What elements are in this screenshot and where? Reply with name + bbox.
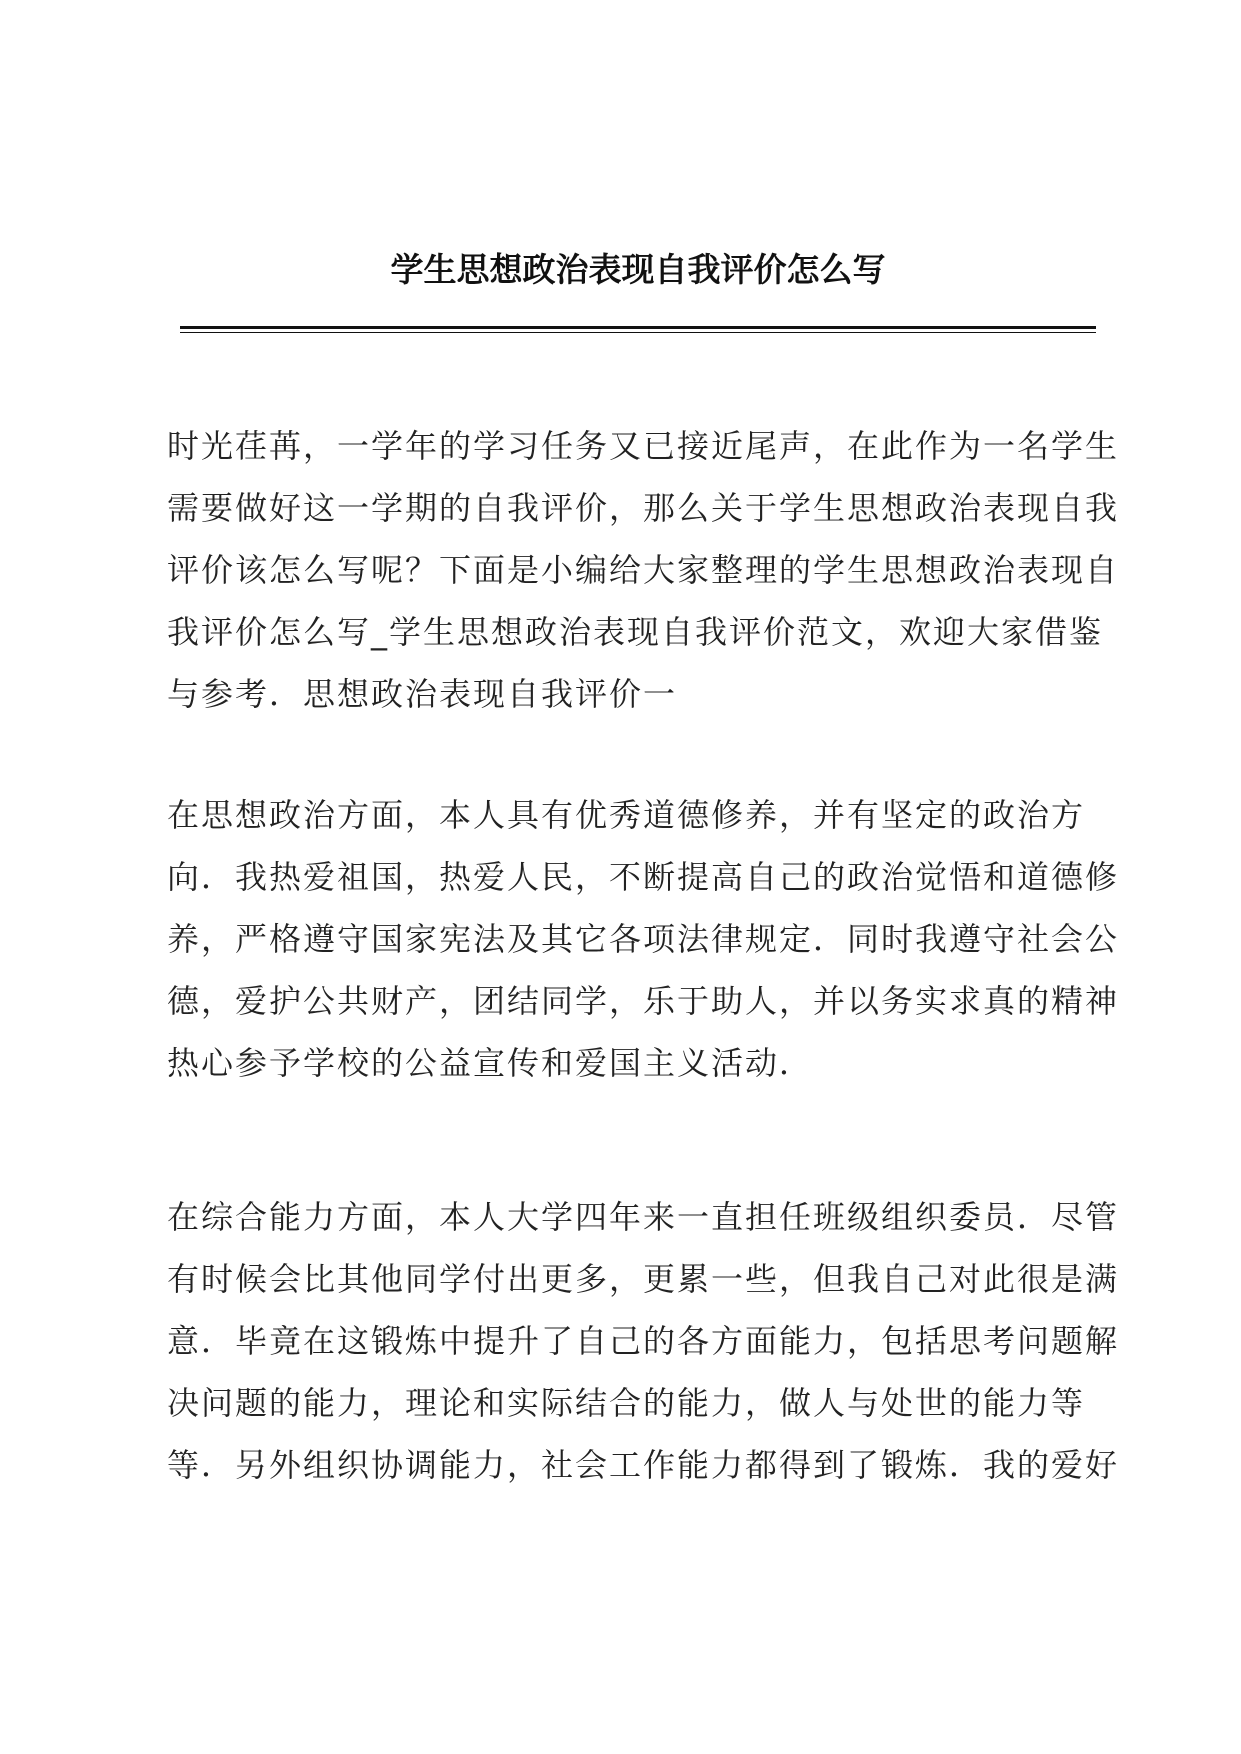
text-line: 我评价怎么写_学生思想政治表现自我评价范文，欢迎大家借鉴: [167, 613, 1104, 651]
text-line: 需要做好这一学期的自我评价，那么关于学生思想政治表现自我: [167, 489, 1120, 527]
paragraph-political-thought: [167, 784, 1120, 1094]
text-line: 向．我热爱祖国，热爱人民，不断提高自己的政治觉悟和道德修: [167, 858, 1120, 896]
text-line: 热心参予学校的公益宣传和爱国主义活动．: [167, 1044, 814, 1082]
text-line: 在综合能力方面，本人大学四年来一直担任班级组织委员．尽管: [167, 1198, 1120, 1236]
text-line: 与参考．思想政治表现自我评价一: [167, 675, 678, 713]
text-line: 评价该怎么写呢？下面是小编给大家整理的学生思想政治表现自: [167, 551, 1120, 589]
text-line: 决问题的能力，理论和实际结合的能力，做人与处世的能力等: [167, 1384, 1086, 1422]
text-line: 等．另外组织协调能力，社会工作能力都得到了锻炼．我的爱好: [167, 1446, 1120, 1484]
text-line: 有时候会比其他同学付出更多，更累一些，但我自己对此很是满: [167, 1260, 1120, 1298]
text-line: 养，严格遵守国家宪法及其它各项法律规定．同时我遵守社会公: [167, 920, 1120, 958]
document-title: 学生思想政治表现自我评价怎么写: [390, 250, 886, 289]
text-line: 德，爱护公共财产，团结同学，乐于助人，并以务实求真的精神: [167, 982, 1120, 1020]
text-line: 在思想政治方面，本人具有优秀道德修养，并有坚定的政治方: [167, 796, 1086, 834]
paragraph-intro: [167, 415, 1120, 725]
text-line: 时光荏苒，一学年的学习任务又已接近尾声，在此作为一名学生: [167, 427, 1120, 465]
paragraph-comprehensive-ability: [167, 1186, 1120, 1496]
title-rule-thick: [180, 326, 1096, 329]
title-rule-thin: [180, 332, 1096, 333]
text-line: 意．毕竟在这锻炼中提升了自己的各方面能力，包括思考问题解: [167, 1322, 1120, 1360]
